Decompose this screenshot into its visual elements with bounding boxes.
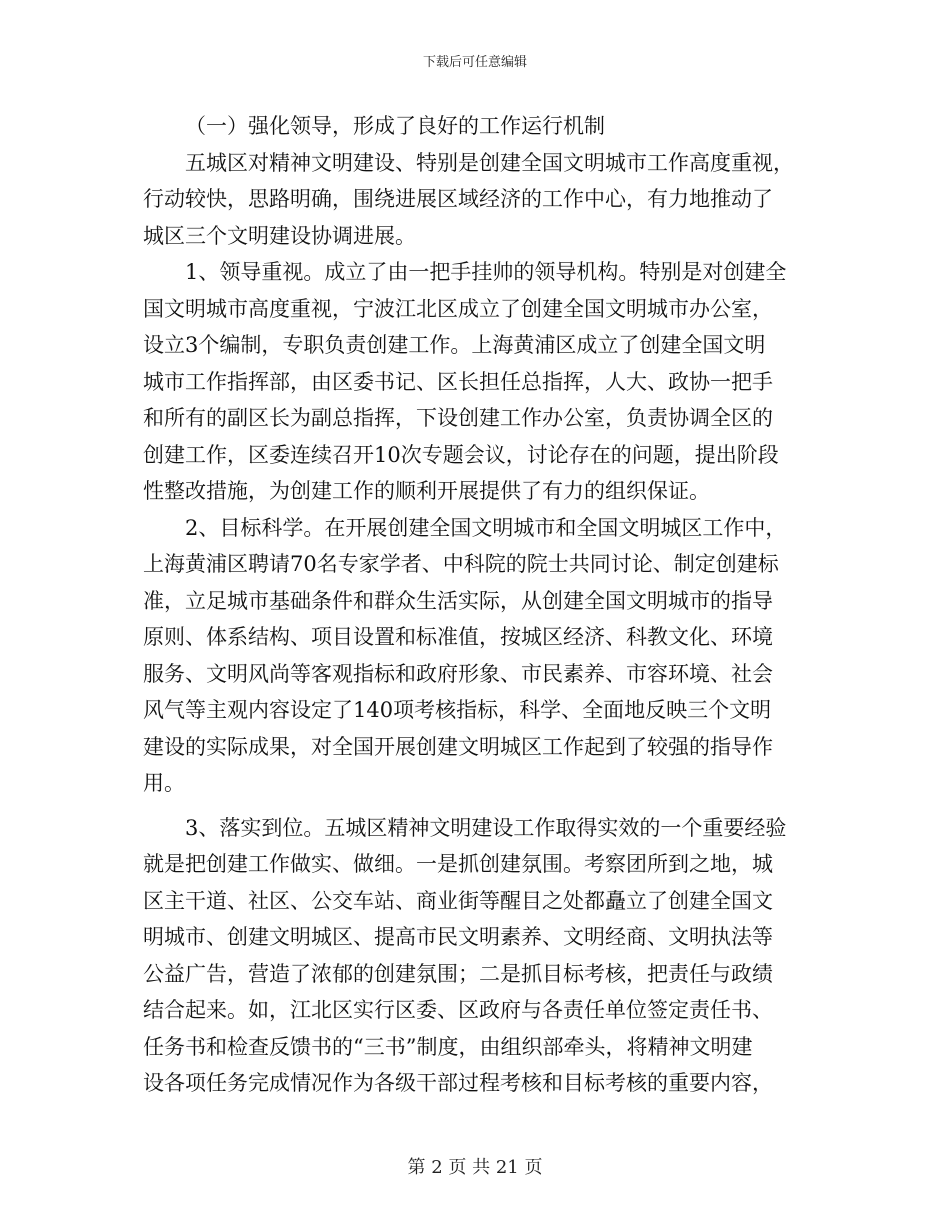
text-line: 国文明城市高度重视，宁波江北区成立了创建全国文明城市办公室， <box>143 296 773 321</box>
text-line: 五城区对精神文明建设、特别是创建全国文明城市工作高度重视， <box>185 150 794 175</box>
text-line: 设立3个编制，专职负责创建工作。上海黄浦区成立了创建全国文明 <box>143 333 766 357</box>
text-line: 城市工作指挥部，由区委书记、区长担任总指挥，人大、政协一把手 <box>143 369 773 394</box>
text-line: 区主干道、社区、公交车站、商业街等醒目之处都矗立了创建全国文 <box>143 888 773 913</box>
text-line: 明城市、创建文明城区、提高市民文明素养、文明经商、文明执法等 <box>143 925 773 949</box>
text-line: 建设的实际成果，对全国开展创建文明城区工作起到了较强的指导作 <box>143 734 773 759</box>
text-line: 性整改措施，为创建工作的顺利开展提供了有力的组织保证。 <box>143 479 710 503</box>
text-line: 设各项任务完成情况作为各级干部过程考核和目标考核的重要内容， <box>143 1071 773 1095</box>
section-heading: （一）强化领导，形成了良好的工作运行机制 <box>185 114 605 138</box>
text-line: 行动较快，思路明确，围绕进展区域经济的工作中心，有力地推动了 <box>143 187 773 211</box>
text-line: 就是把创建工作做实、做细。一是抓创建氛围。考察团所到之地，城 <box>143 852 773 876</box>
document-body <box>143 108 807 1102</box>
text-line: 服务、文明风尚等客观指标和政府形象、市民素养、市容环境、社会 <box>143 661 773 686</box>
text-line: 准，立足城市基础条件和群众生活实际，从创建全国文明城市的指导 <box>143 588 773 613</box>
text-line: 风气等主观内容设定了140项考核指标，科学、全面地反映三个文明 <box>143 698 772 722</box>
text-line: 创建工作，区委连续召开10次专题会议，讨论存在的问题，提出阶段 <box>143 442 779 467</box>
page-footer: 第 2 页 共 21 页 <box>407 1157 543 1178</box>
paragraph-leadership <box>143 254 807 510</box>
page-header: 下载后可任意编辑 <box>422 55 527 70</box>
paragraph-goals <box>143 510 807 802</box>
paragraph-intro <box>143 145 807 255</box>
text-line: 公益广告，营造了浓郁的创建氛围；二是抓目标考核，把责任与政绩 <box>143 961 773 986</box>
text-line: 用。 <box>143 771 185 795</box>
text-line: 和所有的副区长为副总指挥，下设创建工作办公室，负责协调全区的 <box>143 406 773 430</box>
text-line: 城区三个文明建设协调进展。 <box>143 223 416 248</box>
text-line: 3、落实到位。五城区精神文明建设工作取得实效的一个重要经验 <box>185 815 787 840</box>
text-line: 2、目标科学。在开展创建全国文明城市和全国文明城区工作中， <box>185 515 787 540</box>
text-line: 结合起来。如，江北区实行区委、区政府与各责任单位签定责任书、 <box>143 998 773 1022</box>
text-line: 任务书和检查反馈书的“三书”制度，由组织部牵头，将精神文明建 <box>143 1034 753 1059</box>
text-line: 1、领导重视。成立了由一把手挂帅的领导机构。特别是对创建全 <box>185 260 787 284</box>
text-line: 原则、体系结构、项目设置和标准值，按城区经济、科教文化、环境 <box>143 625 773 649</box>
paragraph-implementation <box>143 810 807 1102</box>
text-line: 上海黄浦区聘请70名专家学者、中科院的院士共同讨论、制定创建标 <box>143 552 779 576</box>
